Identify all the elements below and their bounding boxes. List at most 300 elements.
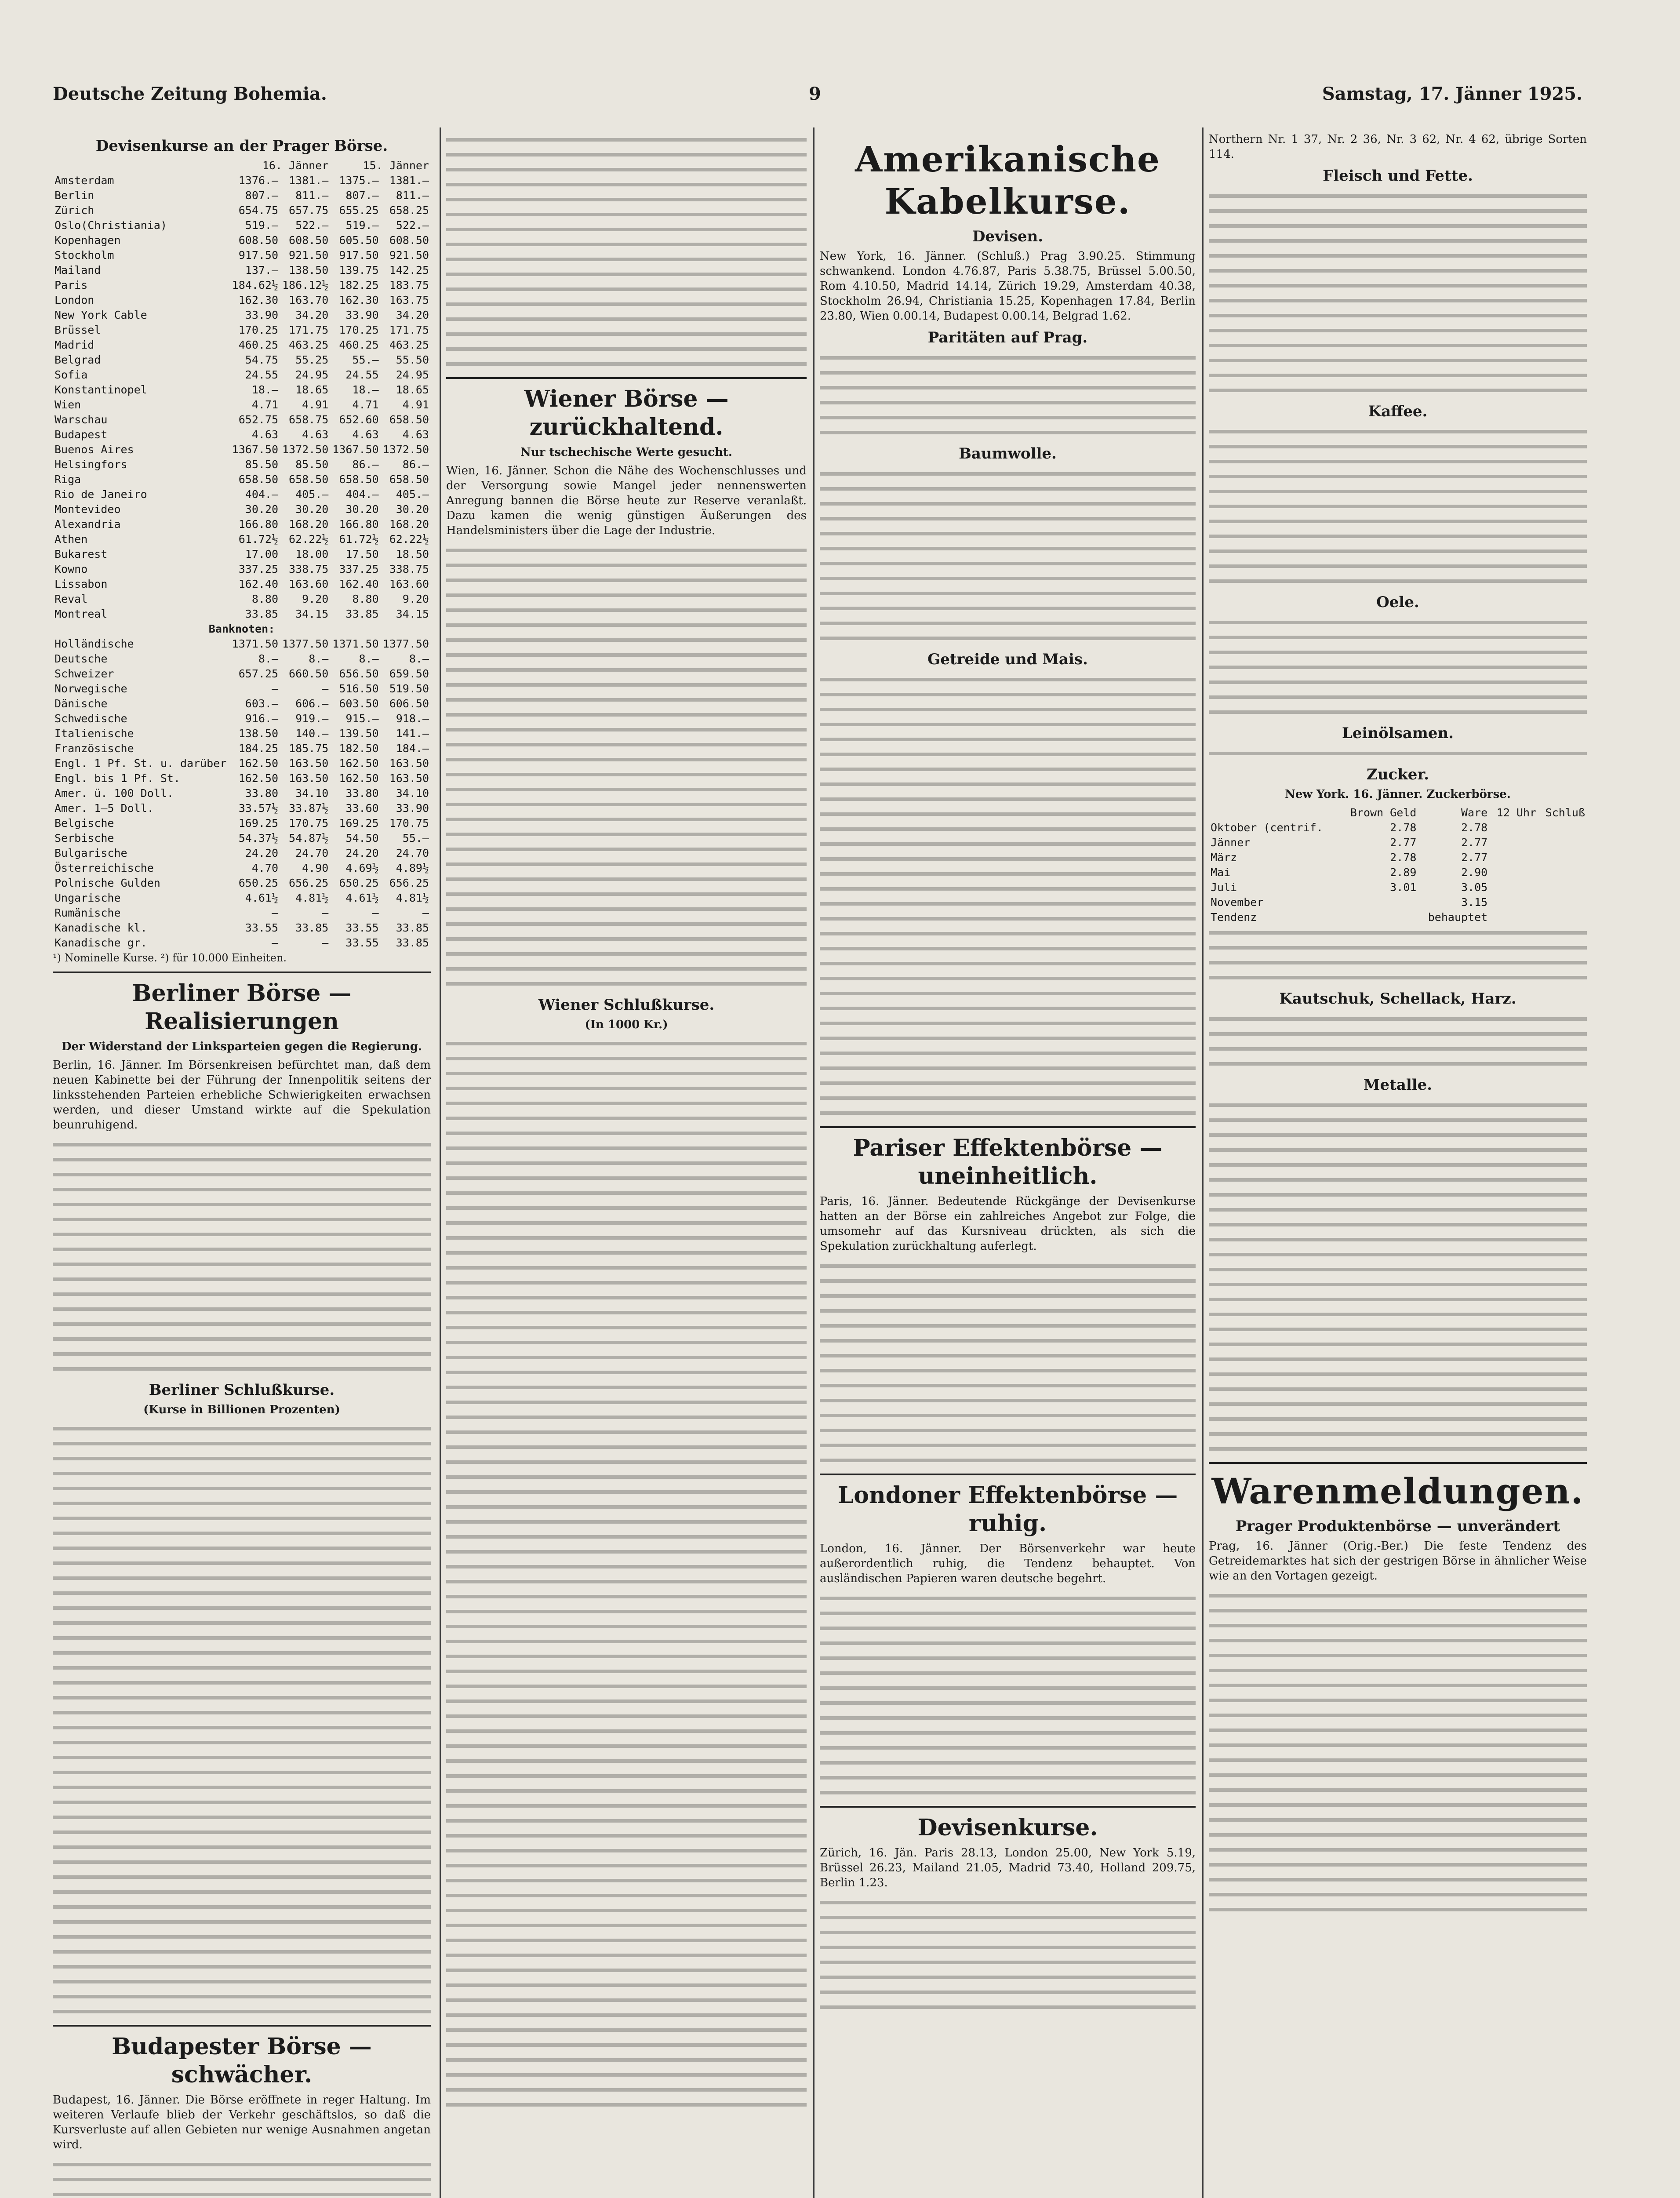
wiener-title: Wiener Börse — zurückhaltend.: [524, 386, 729, 440]
table-row: [53, 711, 431, 726]
table-row: [53, 726, 431, 741]
row-value: 4.63: [402, 428, 429, 441]
row-value: 18.65: [396, 383, 429, 396]
row-value: 1372.50: [382, 443, 429, 456]
row-value: 85.50: [245, 458, 279, 471]
row-value: 34.15: [295, 608, 329, 620]
row-value: 1375.—: [339, 174, 379, 187]
row-value: 18.50: [396, 548, 429, 560]
row-label: Ungarische: [55, 892, 121, 904]
table-row: [53, 637, 431, 651]
row-value: 55.50: [396, 353, 429, 366]
row-value: 170.75: [289, 817, 329, 830]
row-label: Amer. ü. 100 Doll.: [55, 787, 174, 800]
row-value: 162.30: [238, 294, 279, 306]
table-row: [53, 338, 431, 353]
column-header: Brown Geld: [1350, 806, 1417, 819]
berliner-schluss-sub: (Kurse in Billionen Prozenten): [143, 1403, 340, 1416]
row-value: 8.—: [359, 652, 379, 665]
row-value: 656.50: [339, 667, 379, 680]
row-value: 658.50: [389, 413, 429, 426]
row-value: 163.60: [289, 578, 329, 590]
column-1: [53, 132, 431, 2198]
row-value: 24.55: [245, 368, 279, 381]
row-value: 658.50: [339, 473, 379, 486]
text-body: [1209, 188, 1587, 397]
kaffee-subhead: Kaffee.: [1368, 403, 1428, 420]
table-row: [53, 846, 431, 861]
row-value: 33.55: [345, 921, 379, 934]
zucker-table: [1209, 805, 1587, 925]
table-row: [53, 188, 431, 203]
row-label: Paris: [55, 279, 88, 291]
row-value: 811.—: [396, 189, 429, 202]
table-row: [53, 412, 431, 427]
text-body: [1209, 1097, 1587, 1456]
row-label: Riga: [55, 473, 81, 486]
fleisch-subhead: Fleisch und Fette.: [1323, 167, 1473, 185]
berliner-schluss-title: Berliner Schlußkurse.: [149, 1381, 335, 1399]
row-value: 183.75: [389, 279, 429, 291]
row-value: 658.75: [289, 413, 329, 426]
row-value: 4.61½: [245, 892, 279, 904]
row-label: Lissabon: [55, 578, 108, 590]
row-value: 182.25: [339, 279, 379, 291]
row-value: 4.89½: [396, 862, 429, 874]
row-value: 24.20: [245, 847, 279, 859]
row-value: 55.—: [402, 832, 429, 844]
row-value: 54.37½: [238, 832, 279, 844]
row-label: Konstantinopel: [55, 383, 147, 396]
row-value: 4.71: [251, 398, 279, 411]
row-value: 30.20: [295, 503, 329, 516]
row-value: 184.25: [238, 742, 279, 755]
row-label: Bulgarische: [55, 847, 127, 859]
text-body: [1209, 746, 1587, 761]
row-value: 34.20: [295, 309, 329, 321]
table-row: [53, 681, 431, 696]
row-label: New York Cable: [55, 309, 147, 321]
row-label: Budapest: [55, 428, 108, 441]
row-value: 4.63: [251, 428, 279, 441]
row-value: 915.—: [345, 712, 379, 725]
table-row: [53, 666, 431, 681]
row-value: 24.70: [396, 847, 429, 859]
amerikanische-title: Amerikanische Kabelkurse.: [855, 138, 1160, 222]
text-body: [1209, 1011, 1587, 1071]
row-value: 33.90: [245, 309, 279, 321]
table-row: [53, 278, 431, 293]
row-value: 33.80: [245, 787, 279, 800]
row-value: 522.—: [295, 219, 329, 232]
devisenkurse-text: Zürich, 16. Jän. Paris 28.13, London 25.00, New York 5.19, Brüssel 26.23, Mailand 21.05, Madrid 73.40, Holland 209.75, Berlin 1.23.: [820, 1846, 1196, 1889]
row-value: 658.50: [238, 473, 279, 486]
row-value: 30.20: [396, 503, 429, 516]
row-label: Schweizer: [55, 667, 114, 680]
row-value: —: [271, 682, 279, 695]
row-value: 2.77: [1461, 836, 1488, 849]
row-value: —: [322, 906, 329, 919]
row-label: Alexandria: [55, 518, 121, 531]
row-value: 657.75: [289, 204, 329, 217]
row-label: Österreichische: [55, 862, 154, 874]
row-value: 17.00: [245, 548, 279, 560]
row-value: 18.65: [295, 383, 329, 396]
row-label: Schwedische: [55, 712, 127, 725]
table-row: [53, 248, 431, 263]
row-label: Montreal: [55, 608, 108, 620]
leinoel-subhead: Leinölsamen.: [1342, 724, 1454, 742]
table-row: [53, 891, 431, 906]
baumwolle-subhead: Baumwolle.: [959, 445, 1057, 462]
row-value: 163.75: [389, 294, 429, 306]
text-body: [53, 1137, 431, 1376]
row-value: 811.—: [295, 189, 329, 202]
row-label: Jänner: [1211, 836, 1251, 849]
row-label: Engl. 1 Pf. St. u. darüber: [55, 757, 227, 770]
table-row: [1209, 895, 1587, 910]
row-value: 33.60: [345, 802, 379, 815]
row-label: Warschau: [55, 413, 108, 426]
row-value: 404.—: [345, 488, 379, 501]
issue-date: Samstag, 17. Jänner 1925.: [1322, 84, 1582, 104]
row-label: Tendenz: [1211, 911, 1257, 924]
row-value: 30.20: [245, 503, 279, 516]
row-value: 4.91: [402, 398, 429, 411]
row-value: 1381.—: [389, 174, 429, 187]
row-value: 4.71: [352, 398, 379, 411]
devisen-table: [53, 158, 431, 950]
row-value: 8.—: [409, 652, 429, 665]
pariteten-subhead: Paritäten auf Prag.: [927, 329, 1088, 346]
row-value: 916.—: [245, 712, 279, 725]
row-value: 24.55: [345, 368, 379, 381]
row-value: 4.69½: [345, 862, 379, 874]
row-value: 166.80: [339, 518, 379, 531]
berliner-text: Berlin, 16. Jänner. Im Börsenkreisen befürchtet man, daß dem neuen Kabinette bei der Führung der Innenpolitik seitens der linksstehenden Parteien erhebliche Schwierigkeiten erwachsen werden, und dieser Umstand wirkte auf die Spekulation beunruhigend.: [53, 1059, 431, 1132]
row-value: 919.—: [295, 712, 329, 725]
wiener-subtitle: Nur tschechische Werte gesucht.: [520, 446, 732, 459]
table-row: [53, 756, 431, 771]
zucker-subhead: Zucker.: [1366, 766, 1429, 783]
text-body: [1209, 615, 1587, 719]
column-header: 12 Uhr: [1496, 806, 1537, 819]
text-body: [446, 132, 807, 371]
pariser-text: Paris, 16. Jänner. Bedeutende Rückgänge der Devisenkurse hatten an der Börse ein zahlreiches Angebot zur Folge, die umsomehr auf das Kursniveau drückten, als sich die Spekulation zurückhaltung auferlegt.: [820, 1195, 1196, 1253]
row-value: 170.75: [389, 817, 429, 830]
table-row: [53, 397, 431, 412]
row-value: 4.70: [251, 862, 279, 874]
row-value: 169.25: [339, 817, 379, 830]
table-row: [53, 906, 431, 921]
londoner-text: London, 16. Jänner. Der Börsenverkehr war heute außerordentlich ruhig, die Tendenz behauptet. Von ausländischen Papieren waren deutsche begehrt.: [820, 1542, 1196, 1585]
kautschuk-subhead: Kautschuk, Schellack, Harz.: [1279, 990, 1516, 1008]
row-value: 657.25: [238, 667, 279, 680]
row-label: Mailand: [55, 264, 101, 277]
row-value: 1372.50: [282, 443, 329, 456]
row-value: 163.60: [389, 578, 429, 590]
row-value: 185.75: [289, 742, 329, 755]
row-label: Reval: [55, 593, 88, 605]
row-value: 33.57½: [238, 802, 279, 815]
waren-title: Warenmeldungen.: [1211, 1470, 1584, 1512]
budapester-text: Budapest, 16. Jänner. Die Börse eröffnete in reger Haltung. Im weiteren Verlaufe blieb der Verkehr geschäftslos, so daß die Kursverluste auf allen Gebieten nur wenige Ausnahmen angetan wird.: [53, 2093, 431, 2151]
table-row: [53, 517, 431, 532]
row-label: Kopenhagen: [55, 234, 121, 247]
row-value: 86.—: [402, 458, 429, 471]
text-body: [1209, 925, 1587, 985]
row-value: 33.80: [345, 787, 379, 800]
row-value: [1340, 910, 1418, 925]
row-value: 171.75: [289, 324, 329, 336]
row-value: 171.75: [389, 324, 429, 336]
row-value: 338.75: [389, 563, 429, 575]
table-row: [53, 592, 431, 607]
row-value: 54.87½: [289, 832, 329, 844]
berliner-subtitle: Der Widerstand der Linksparteien gegen die Regierung.: [62, 1040, 422, 1053]
row-value: 141.—: [396, 727, 429, 740]
row-value: 2.90: [1461, 866, 1488, 879]
row-value: 169.25: [238, 817, 279, 830]
banknoten-title: Banknoten:: [208, 622, 275, 635]
table-row: [53, 607, 431, 622]
row-value: 33.85: [295, 921, 329, 934]
row-value: 142.25: [389, 264, 429, 277]
row-value: 4.63: [352, 428, 379, 441]
row-value: 608.50: [389, 234, 429, 247]
row-value: 62.22½: [289, 533, 329, 546]
text-body: [1209, 1588, 1587, 1917]
row-value: 33.85: [245, 608, 279, 620]
table-row: [1209, 880, 1587, 895]
column-header: Ware: [1461, 806, 1488, 819]
row-value: 603.50: [339, 697, 379, 710]
row-value: 162.50: [339, 772, 379, 785]
row-value: 608.50: [289, 234, 329, 247]
row-label: Berlin: [55, 189, 95, 202]
row-label: Rumänische: [55, 906, 121, 919]
row-value: 33.55: [345, 936, 379, 949]
row-value: 182.50: [339, 742, 379, 755]
text-body: [53, 2157, 431, 2198]
row-value: 463.25: [389, 338, 429, 351]
row-value: 605.50: [339, 234, 379, 247]
row-value: 33.85: [345, 608, 379, 620]
row-value: 163.50: [289, 757, 329, 770]
getreide-subhead: Getreide und Mais.: [927, 651, 1088, 668]
table-row: [53, 368, 431, 382]
row-value: 184.—: [396, 742, 429, 755]
row-value: 54.50: [345, 832, 379, 844]
text-body: [820, 466, 1196, 645]
kurs-table-body: [53, 1421, 431, 2019]
row-label: Rio de Janeiro: [55, 488, 147, 501]
row-value: 9.20: [402, 593, 429, 605]
row-value: —: [271, 936, 279, 949]
text-body: [820, 1258, 1196, 1467]
row-value: 516.50: [339, 682, 379, 695]
row-value: 603.—: [245, 697, 279, 710]
row-value: 655.25: [339, 204, 379, 217]
table-row: [53, 218, 431, 233]
row-value: 921.50: [289, 249, 329, 262]
row-label: März: [1211, 851, 1237, 864]
row-label: Serbische: [55, 832, 114, 844]
page-number: 9: [809, 84, 821, 104]
row-value: 608.50: [238, 234, 279, 247]
table-row: [53, 427, 431, 442]
row-label: Zürich: [55, 204, 95, 217]
row-value: 170.25: [238, 324, 279, 336]
table-row: [53, 308, 431, 323]
row-label: Athen: [55, 533, 88, 546]
londoner-title: Londoner Effektenbörse — ruhig.: [837, 1482, 1178, 1537]
table-row: [53, 353, 431, 368]
row-value: 61.72½: [238, 533, 279, 546]
row-value: —: [372, 906, 379, 919]
text-body: [820, 350, 1196, 440]
footnote: ¹) Nominelle Kurse. ²) für 10.000 Einheiten.: [53, 952, 287, 964]
text-body: [446, 542, 807, 991]
table-row: [53, 786, 431, 801]
row-value: 162.50: [238, 757, 279, 770]
wiener-schluss-title: Wiener Schlußkurse.: [538, 996, 715, 1014]
row-value: 18.—: [352, 383, 379, 396]
row-value: 33.90: [396, 802, 429, 815]
row-value: 163.70: [289, 294, 329, 306]
row-value: 24.20: [345, 847, 379, 859]
row-value: 33.90: [345, 309, 379, 321]
row-value: 338.75: [289, 563, 329, 575]
row-value: 1377.50: [282, 637, 329, 650]
row-value: 30.20: [345, 503, 379, 516]
row-value: 4.81½: [295, 892, 329, 904]
row-value: 2.77: [1461, 851, 1488, 864]
row-label: Bukarest: [55, 548, 108, 560]
row-label: Belgrad: [55, 353, 101, 366]
row-value: 606.50: [389, 697, 429, 710]
row-label: Amer. 1—5 Doll.: [55, 802, 154, 815]
row-value: 24.70: [295, 847, 329, 859]
row-label: Madrid: [55, 338, 95, 351]
row-value: 33.85: [396, 921, 429, 934]
row-value: 658.25: [389, 204, 429, 217]
row-label: London: [55, 294, 95, 306]
table-row: [53, 203, 431, 218]
row-value: —: [322, 682, 329, 695]
row-value: 54.75: [245, 353, 279, 366]
text-body: [820, 1590, 1196, 1800]
row-value: 4.91: [302, 398, 329, 411]
row-value: 337.25: [339, 563, 379, 575]
column-rule: [1202, 127, 1204, 2198]
row-value: 1371.50: [332, 637, 379, 650]
row-value: 184.62½: [232, 279, 279, 291]
row-value: 17.50: [345, 548, 379, 560]
row-label: Montevideo: [55, 503, 121, 516]
row-label: Engl. bis 1 Pf. St.: [55, 772, 180, 785]
row-value: 404.—: [245, 488, 279, 501]
row-label: Juli: [1211, 881, 1237, 894]
row-label: Polnische Gulden: [55, 877, 160, 889]
row-value: 8.80: [251, 593, 279, 605]
row-value: 34.10: [396, 787, 429, 800]
row-value: 162.30: [339, 294, 379, 306]
row-label: Deutsche: [55, 652, 108, 665]
row-value: 62.22½: [389, 533, 429, 546]
row-value: 163.50: [289, 772, 329, 785]
row-value: 2.78: [1461, 821, 1488, 834]
row-value: 4.61½: [345, 892, 379, 904]
table-row: [53, 577, 431, 592]
row-value: 1377.50: [382, 637, 429, 650]
row-label: Amsterdam: [55, 174, 114, 187]
table-row: [53, 472, 431, 487]
row-value: 656.25: [389, 877, 429, 889]
table-row: [53, 547, 431, 562]
row-value: 519.50: [389, 682, 429, 695]
table-header-row: [53, 158, 431, 173]
row-value: 1376.—: [238, 174, 279, 187]
row-value: 650.25: [238, 877, 279, 889]
row-value: 807.—: [345, 189, 379, 202]
row-value: 162.40: [238, 578, 279, 590]
row-label: Belgische: [55, 817, 114, 830]
table-row: [53, 921, 431, 935]
row-value: 8.80: [352, 593, 379, 605]
row-value: 34.20: [396, 309, 429, 321]
row-label: Mai: [1211, 866, 1231, 879]
row-value: 658.50: [389, 473, 429, 486]
row-value: 33.55: [245, 921, 279, 934]
oele-subhead: Oele.: [1376, 593, 1419, 611]
table-row: [53, 502, 431, 517]
table-row: [1209, 850, 1587, 865]
row-value: 86.—: [352, 458, 379, 471]
row-label: Kanadische kl.: [55, 921, 147, 934]
table-row: [53, 233, 431, 248]
row-value: 163.50: [389, 757, 429, 770]
row-value: 4.63: [302, 428, 329, 441]
kurs-table-body: [446, 1036, 807, 2112]
page-header: [53, 84, 1582, 110]
table-row: [53, 876, 431, 891]
waren-subtitle: Prager Produktenbörse — unverändert: [1235, 1517, 1560, 1535]
row-value: 168.20: [389, 518, 429, 531]
row-label: Norwegische: [55, 682, 127, 695]
row-value: 652.75: [238, 413, 279, 426]
row-value: 162.50: [339, 757, 379, 770]
row-value: —: [322, 936, 329, 949]
row-label: Oslo(Christiania): [55, 219, 167, 232]
row-value: 139.75: [339, 264, 379, 277]
row-value: 85.50: [295, 458, 329, 471]
row-value: 463.25: [289, 338, 329, 351]
row-value: 460.25: [238, 338, 279, 351]
row-value: 917.50: [339, 249, 379, 262]
row-value: 34.10: [295, 787, 329, 800]
row-value: 33.85: [396, 936, 429, 949]
row-value: 18.—: [251, 383, 279, 396]
row-value: 55.25: [295, 353, 329, 366]
continued-text: Northern Nr. 1 37, Nr. 2 36, Nr. 3 62, Nr. 4 62, übrige Sorten 114.: [1209, 133, 1587, 161]
row-value: 405.—: [295, 488, 329, 501]
row-value: 137.—: [245, 264, 279, 277]
table-row: [53, 457, 431, 472]
row-label: Helsingfors: [55, 458, 127, 471]
pariser-title: Pariser Effektenbörse — uneinheitlich.: [853, 1135, 1163, 1190]
row-value: 18.00: [295, 548, 329, 560]
